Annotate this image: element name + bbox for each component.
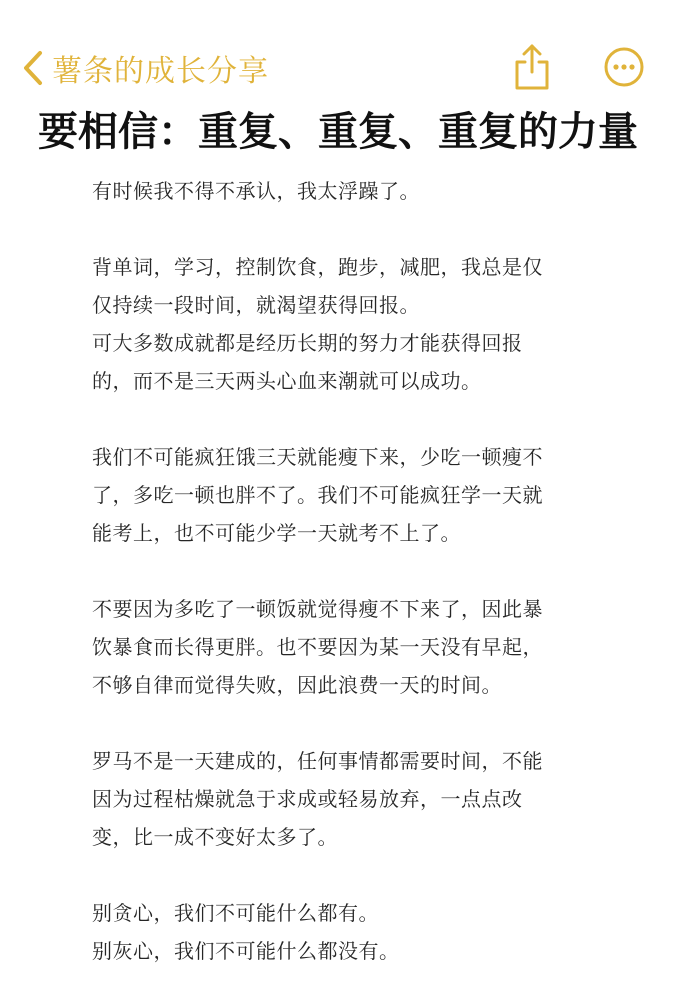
text-line: 仅持续一段时间，就渴望获得回报。 xyxy=(92,293,420,317)
page-title: 要相信：重复、重复、重复的力量 xyxy=(38,109,638,155)
article-body xyxy=(92,172,652,1008)
more-options-button[interactable] xyxy=(603,46,645,88)
text-line: 别贪心，我们不可能什么都有。 xyxy=(92,901,379,925)
text-line: 别灰心，我们不可能什么都没有。 xyxy=(92,939,400,963)
text-line: 不够自律而觉得失败，因此浪费一天的时间。 xyxy=(92,673,502,697)
text-line: 不要因为多吃了一顿饭就觉得瘦不下来了，因此暴 xyxy=(92,597,543,621)
text-line: 背单词，学习，控制饮食，跑步，减肥，我总是仅 xyxy=(92,255,543,279)
paragraph xyxy=(92,894,652,970)
back-button[interactable] xyxy=(22,48,269,88)
text-line: 能考上，也不可能少学一天就考不上了。 xyxy=(92,521,461,545)
text-line: 有时候我不得不承认，我太浮躁了。 xyxy=(92,179,420,203)
share-button[interactable] xyxy=(512,44,552,90)
text-line: 罗马不是一天建成的，任何事情都需要时间，不能 xyxy=(92,749,543,773)
paragraph xyxy=(92,590,652,704)
paragraph xyxy=(92,742,652,856)
text-line: 我们不可能疯狂饿三天就能瘦下来，少吃一顿瘦不 xyxy=(92,445,543,469)
text-line: 因为过程枯燥就急于求成或轻易放弃，一点点改 xyxy=(92,787,523,811)
paragraph xyxy=(92,438,652,552)
back-label: 薯条的成长分享 xyxy=(52,54,269,89)
text-line: 了，多吃一顿也胖不了。我们不可能疯狂学一天就 xyxy=(92,483,543,507)
text-line: 可大多数成就都是经历长期的努力才能获得回报 xyxy=(92,331,523,355)
more-options-icon xyxy=(603,73,645,92)
text-line: 的，而不是三天两头心血来潮就可以成功。 xyxy=(92,369,482,393)
text-line: 饮暴食而长得更胖。也不要因为某一天没有早起， xyxy=(92,635,543,659)
top-nav-bar xyxy=(0,38,690,98)
text-line: 变，比一成不变好太多了。 xyxy=(92,825,338,849)
paragraph xyxy=(92,172,652,210)
paragraph xyxy=(92,248,652,400)
share-icon xyxy=(512,75,552,94)
chevron-left-icon xyxy=(22,50,44,86)
